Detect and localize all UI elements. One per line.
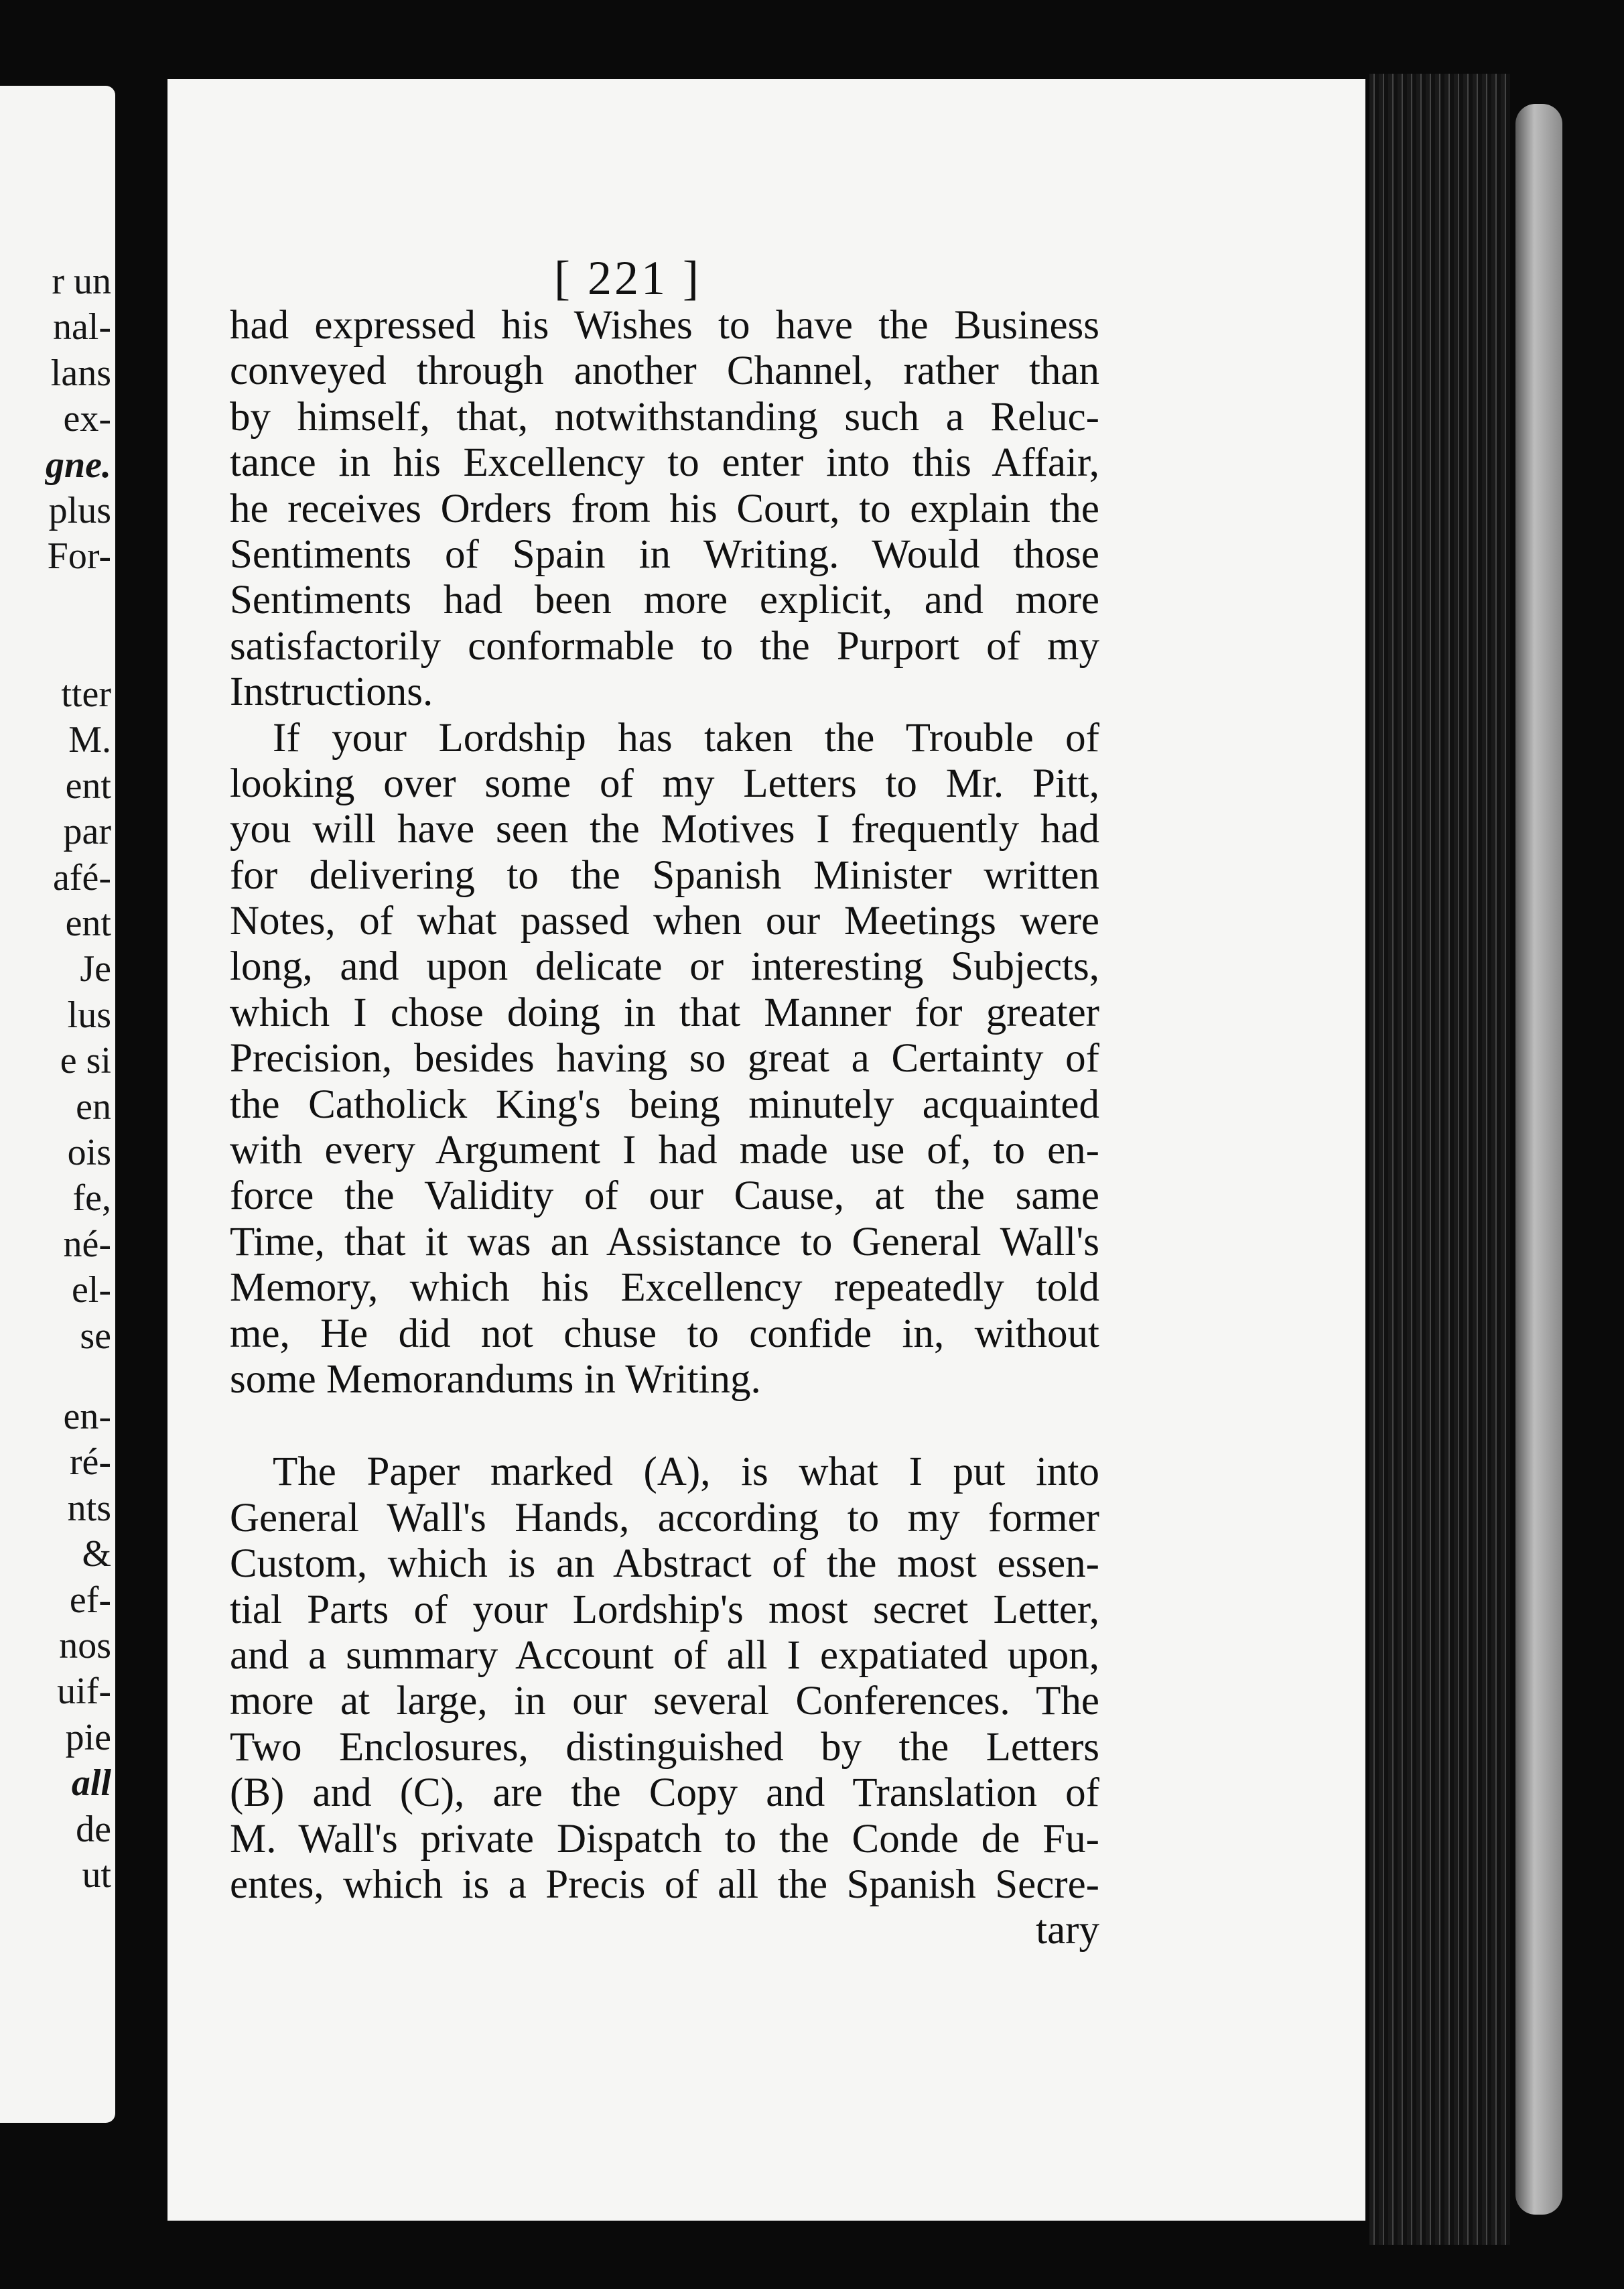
text-line: Instructions. bbox=[230, 669, 433, 715]
text-line: (B) and (C), are the Copy and Translation of bbox=[230, 1770, 1099, 1816]
facing-page-text-fragment: el- bbox=[71, 1269, 111, 1311]
text-line: he receives Orders from his Court, to explain the bbox=[230, 486, 1099, 531]
facing-page-text-fragment: M. bbox=[68, 719, 111, 761]
text-line: had expressed his Wishes to have the Business bbox=[230, 303, 1099, 348]
facing-page-text-fragment: e si bbox=[60, 1040, 111, 1082]
facing-page-text-fragment: tter bbox=[61, 673, 111, 715]
text-line: M. Wall's private Dispatch to the Conde de Fu- bbox=[230, 1816, 1099, 1861]
facing-page-text-fragment: par bbox=[63, 811, 111, 853]
facing-page-text-fragment: gne. bbox=[46, 444, 111, 486]
text-line: conveyed through another Channel, rather than bbox=[230, 348, 1099, 394]
facing-page-text-fragment: For- bbox=[47, 535, 111, 578]
page-number: [ 221 ] bbox=[554, 251, 701, 305]
text-line: Custom, which is an Abstract of the most essen- bbox=[230, 1541, 1099, 1587]
facing-page-text-fragment: r un bbox=[52, 261, 111, 302]
text-line: and a summary Account of all I expatiated upon, bbox=[230, 1632, 1099, 1678]
paragraph-2 bbox=[230, 716, 1099, 1403]
text-line: me, He did not chuse to confide in, without bbox=[230, 1311, 1099, 1356]
text-line: Time, that it was an Assistance to General Wall's bbox=[230, 1219, 1099, 1264]
text-line: for delivering to the Spanish Minister written bbox=[230, 852, 1099, 898]
facing-page-text-fragment: né- bbox=[63, 1223, 111, 1265]
page-edges bbox=[1369, 74, 1510, 2245]
text-line: force the Validity of our Cause, at the same bbox=[230, 1173, 1099, 1219]
book-page bbox=[167, 79, 1365, 2221]
catchword: tary bbox=[1036, 1908, 1099, 1953]
facing-page-text-fragment: ef- bbox=[69, 1579, 111, 1621]
page-edge-highlight bbox=[1515, 104, 1562, 2215]
paragraph-3 bbox=[230, 1449, 1099, 1953]
facing-page-text-fragment: se bbox=[80, 1315, 111, 1357]
facing-page-text-fragment: lans bbox=[50, 352, 111, 394]
facing-page-text-fragment: & bbox=[82, 1533, 111, 1575]
text-line: some Memorandums in Writing. bbox=[230, 1356, 761, 1402]
facing-page-text-fragment: afé- bbox=[52, 856, 111, 899]
facing-page-text-fragment: plus bbox=[48, 490, 111, 531]
facing-page-text-fragment: ois bbox=[67, 1132, 111, 1173]
facing-page-text-fragment: de bbox=[76, 1808, 111, 1850]
paragraph-1 bbox=[230, 303, 1099, 716]
text-line: by himself, that, notwithstanding such a Reluc- bbox=[230, 394, 1099, 440]
text-line: Precision, besides having so great a Certainty of bbox=[230, 1036, 1099, 1082]
facing-page-text-fragment: lus bbox=[67, 994, 111, 1036]
facing-page-text-fragment: all bbox=[71, 1762, 111, 1805]
facing-page-text-fragment: nos bbox=[59, 1625, 111, 1666]
text-line: Two Enclosures, distinguished by the Letters bbox=[230, 1724, 1099, 1770]
facing-page-text-fragment: uif- bbox=[57, 1671, 111, 1713]
text-line: If your Lordship has taken the Trouble of bbox=[273, 715, 1099, 761]
facing-page-text-fragment: nts bbox=[67, 1487, 111, 1529]
facing-page-text-fragment: en- bbox=[63, 1396, 111, 1437]
text-line: long, and upon delicate or interesting Subjects, bbox=[230, 944, 1099, 990]
facing-page-text-fragment: Je bbox=[80, 948, 111, 990]
facing-page-text-fragment: pie bbox=[65, 1716, 111, 1758]
text-line: entes, which is a Precis of all the Spanish Secre- bbox=[230, 1861, 1099, 1907]
facing-page-text-fragment: ent bbox=[65, 903, 111, 944]
facing-page-text-fragment: ent bbox=[65, 765, 111, 807]
text-line: tial Parts of your Lordship's most secret Letter, bbox=[230, 1587, 1099, 1632]
facing-page-text-fragment: ex- bbox=[63, 398, 111, 440]
text-line: Memory, which his Excellency repeatedly told bbox=[230, 1265, 1099, 1311]
text-line: you will have seen the Motives I frequently had bbox=[230, 807, 1099, 852]
text-line: tance in his Excellency to enter into this Affair, bbox=[230, 440, 1099, 486]
facing-page-text-fragment: fe, bbox=[72, 1177, 111, 1220]
facing-page-text-fragment: ut bbox=[82, 1854, 111, 1896]
facing-page-text-fragment: ré- bbox=[69, 1441, 111, 1484]
text-line: Notes, of what passed when our Meetings were bbox=[230, 899, 1099, 944]
text-line: Sentiments of Spain in Writing. Would those bbox=[230, 531, 1099, 577]
text-line: Sentiments had been more explicit, and more bbox=[230, 578, 1099, 623]
text-line: more at large, in our several Conferences. The bbox=[230, 1679, 1099, 1724]
text-line: the Catholick King's being minutely acquainted bbox=[230, 1082, 1099, 1127]
text-line: satisfactorily conformable to the Purport of my bbox=[230, 623, 1099, 669]
facing-page-fragment bbox=[0, 86, 115, 2123]
text-line: looking over some of my Letters to Mr. Pitt, bbox=[230, 761, 1099, 806]
text-line: which I chose doing in that Manner for greater bbox=[230, 990, 1099, 1035]
text-line: with every Argument I had made use of, to en- bbox=[230, 1128, 1099, 1173]
text-line: The Paper marked (A), is what I put into bbox=[273, 1449, 1099, 1495]
facing-page-text-fragment: en bbox=[76, 1086, 111, 1128]
text-line: General Wall's Hands, according to my former bbox=[230, 1495, 1099, 1541]
facing-page-text-fragment: nal- bbox=[52, 306, 111, 348]
body-text bbox=[230, 303, 1099, 1954]
